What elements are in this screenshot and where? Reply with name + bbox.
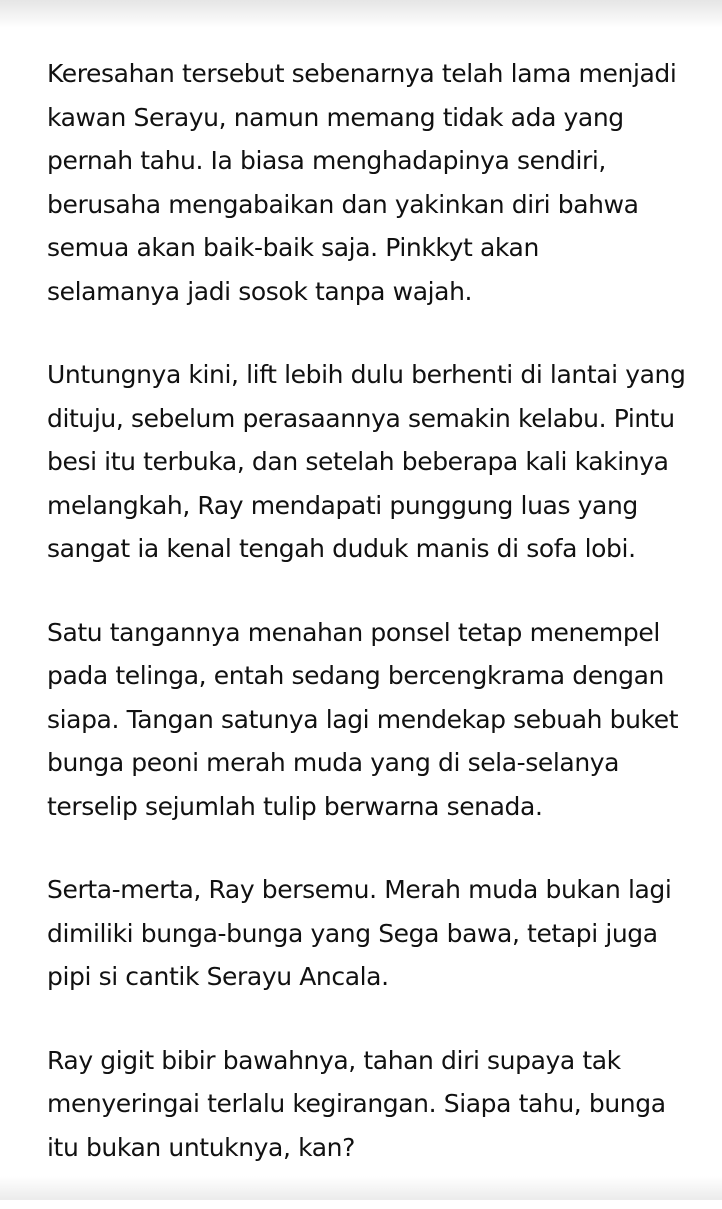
paragraph-2 [47,353,687,571]
text-line: besi itu terbuka, dan setelah beberapa kali kakinya [47,447,669,476]
text-line: Satu tangannya menahan ponsel tetap menempel [47,617,660,647]
paragraph-5 [47,1039,687,1170]
text-line: Ray gigit bibir bawahnya, tahan diri supaya tak [47,1045,621,1075]
text-line: berusaha mengabaikan dan yakinkan diri bahwa [47,189,639,219]
text-line: pipi si cantik Serayu Ancala. [47,962,389,991]
text-line: sangat ia kenal tengah duduk manis di sofa lobi. [47,534,636,563]
text-line: siapa. Tangan satunya lagi mendekap sebuah buket [47,704,679,734]
text-line: Untungnya kini, lift lebih dulu berhenti di lantai yang [47,360,686,389]
text-line: bunga peoni merah muda yang di sela-selanya [47,748,620,777]
text-line: pernah tahu. Ia biasa menghadapinya sendiri, [47,146,606,175]
top-edge-shadow [0,0,722,28]
text-line: selamanya jadi sosok tanpa wajah. [47,276,473,306]
text-line: pada telinga, entah sedang bercengkrama dengan [47,661,664,690]
text-line: menyeringai terlalu kegirangan. Siapa tahu, bunga [47,1089,666,1118]
story-text [47,52,687,1209]
text-line: Keresahan tersebut sebenarnya telah lama menjadi [47,59,677,88]
text-line: semua akan baik-baik saja. Pinkkyt akan [47,233,539,262]
text-line: kawan Serayu, namun memang tidak ada yang [47,102,624,132]
paragraph-1 [47,52,687,313]
text-line: dituju, sebelum perasaannya semakin kelabu. Pintu [47,403,675,433]
text-line: Serta-merta, Ray bersemu. Merah muda bukan lagi [47,875,672,904]
text-line: melangkah, Ray mendapati punggung luas yang [47,490,638,520]
paragraph-4 [47,868,687,999]
paragraph-3 [47,611,687,829]
bottom-edge-shadow [0,1176,722,1200]
text-line: dimiliki bunga-bunga yang Sega bawa, tetapi juga [47,918,658,948]
text-line: terselip sejumlah tulip berwarna senada. [47,791,543,821]
text-line: itu bukan untuknya, kan? [47,1132,355,1162]
